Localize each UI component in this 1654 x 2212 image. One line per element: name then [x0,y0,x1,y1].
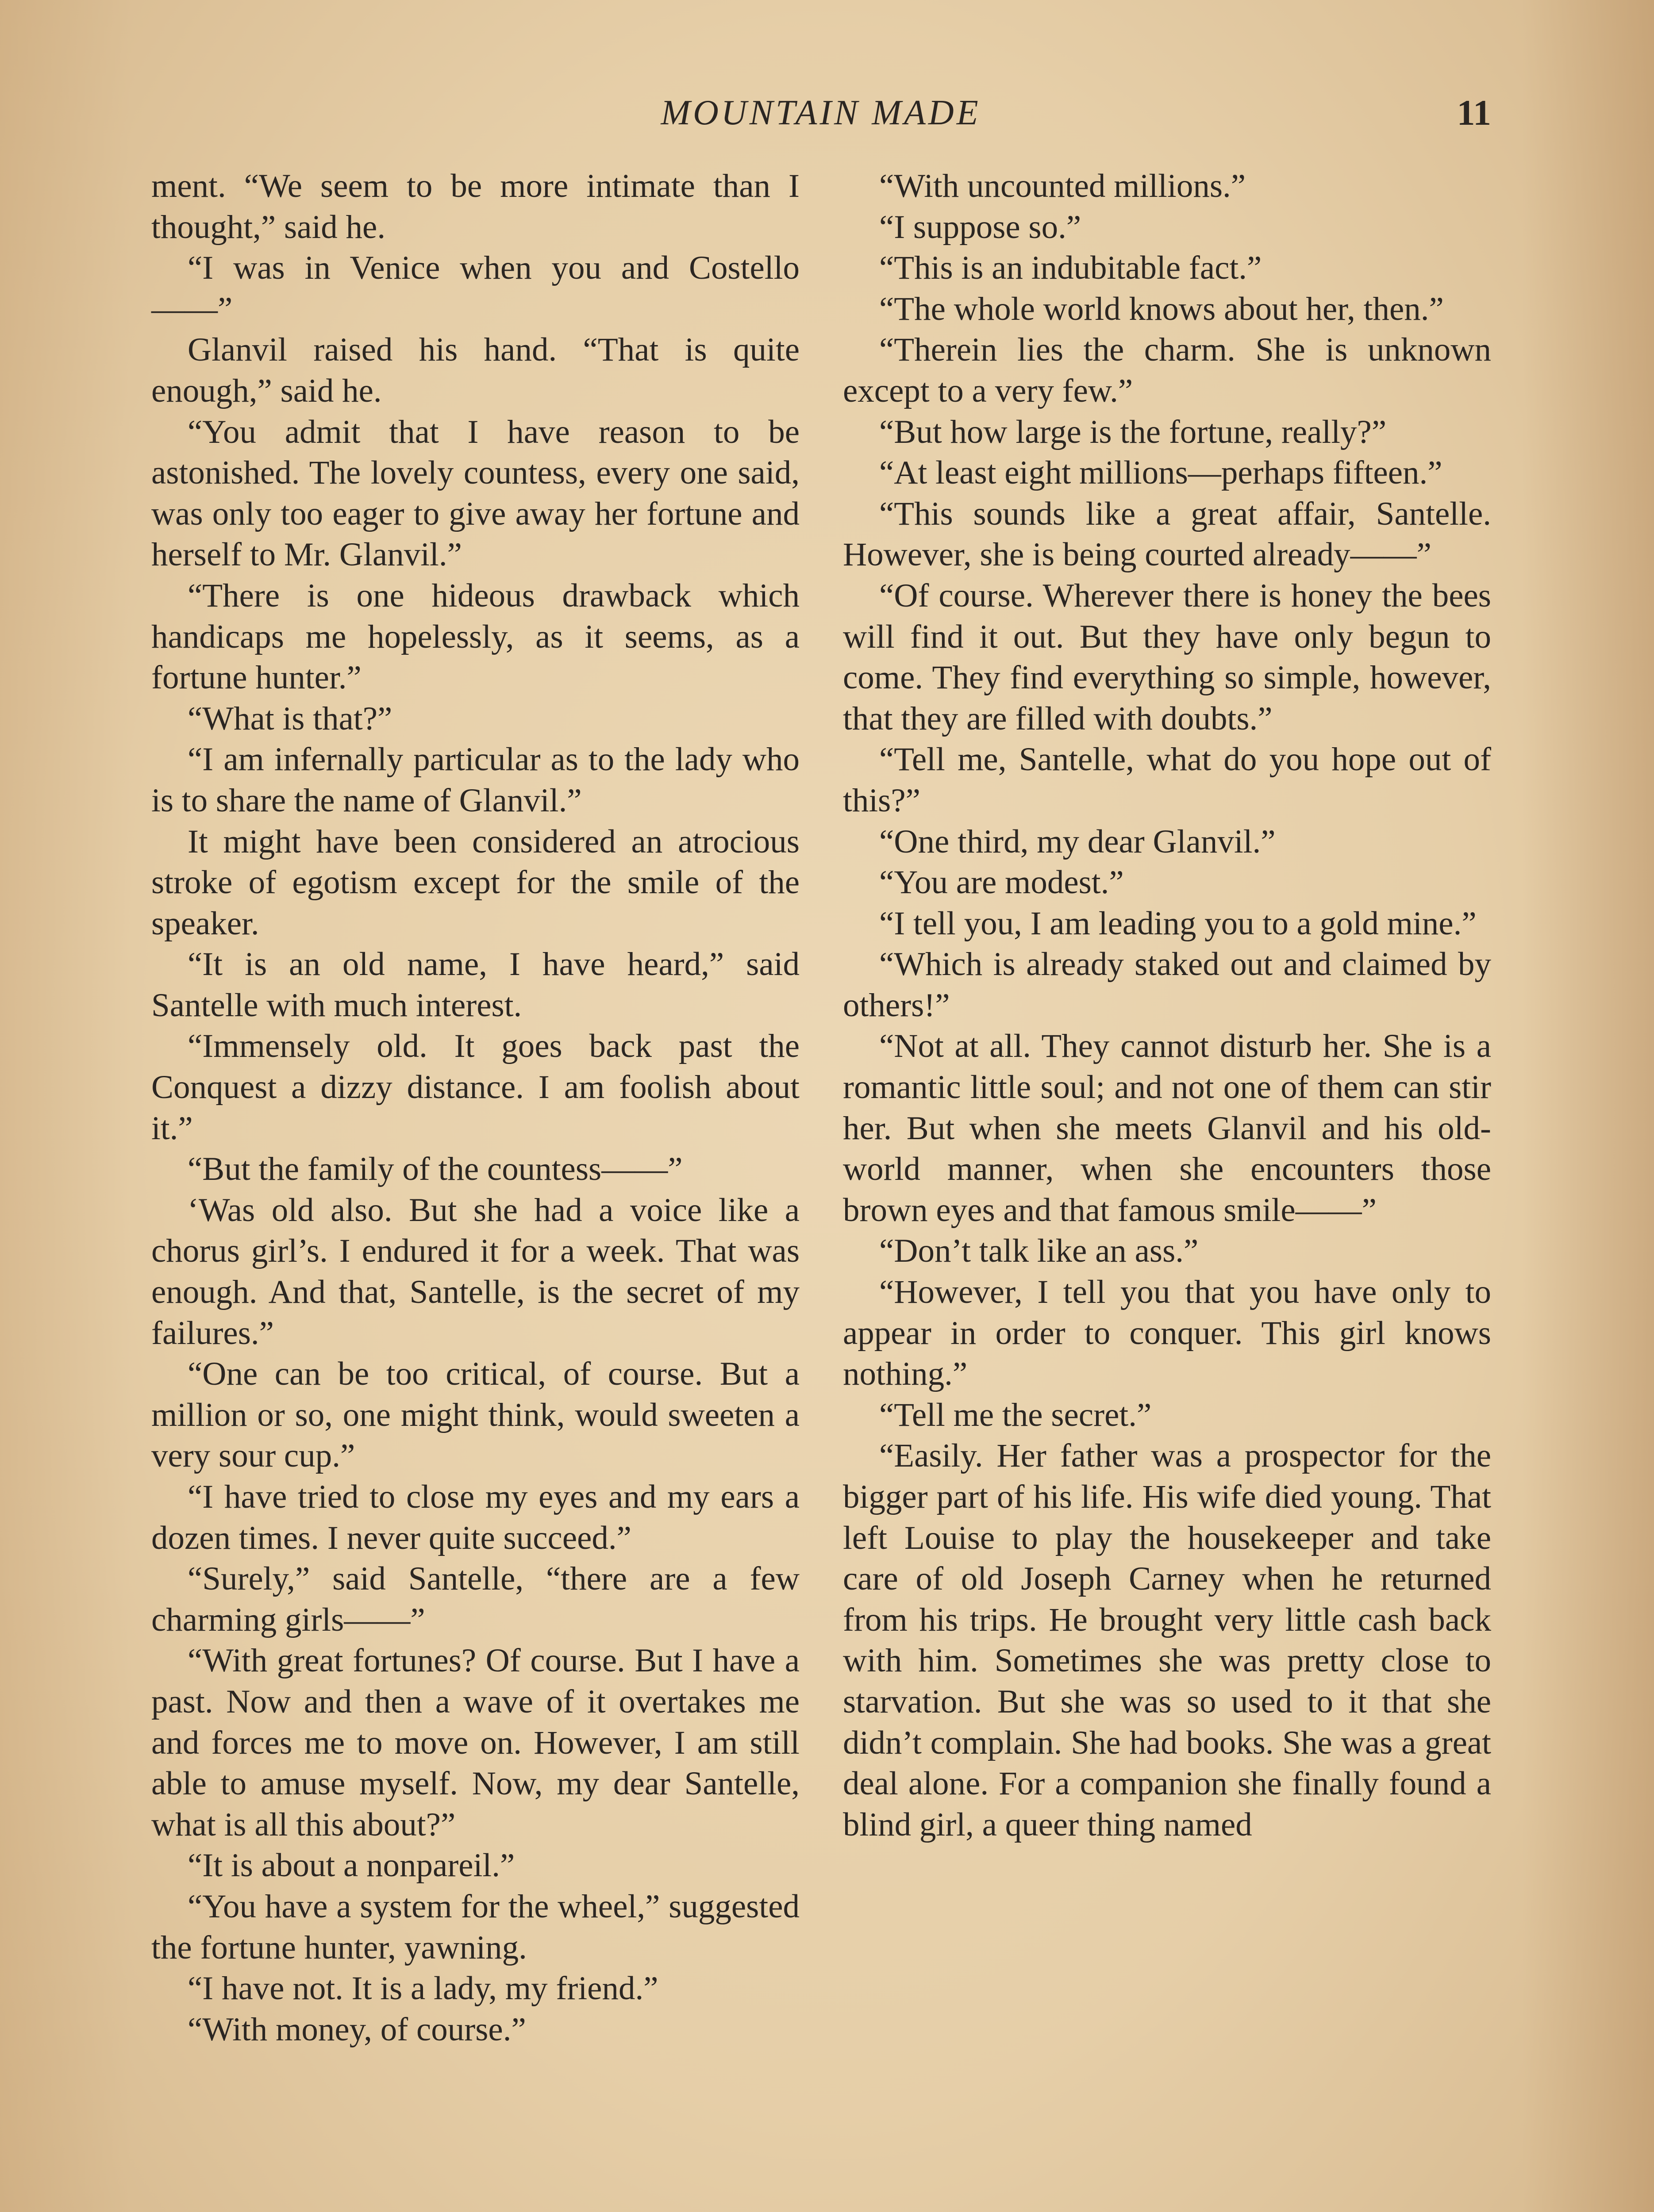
paragraph: ment. “We seem to be more intimate than I thought,” said he. [151,168,800,246]
paragraph: “Easily. Her father was a prospector for the bigger part of his life. His wife died young. That left Louise to play the housekeeper and take care of old Joseph Carney when he returned from his trips. He brought very little cash back with him. Sometimes she was pretty close to starvation. But she was so used to it that she didn’t complain. She had books. She was a great deal alone. For a companion she finally found a blind girl, a queer thing named [843,1437,1491,1843]
paragraph: “The whole world knows about her, then.” [879,290,1444,327]
paragraph: “One third, my dear Glanvil.” [879,823,1276,860]
paragraph: “Tell me the secret.” [879,1396,1152,1433]
paragraph: “You have a system for the wheel,” suggested the fortune hunter, yawning. [151,1888,800,1966]
paragraph: “With money, of course.” [188,2011,526,2048]
paragraph: “Immensely old. It goes back past the Conquest a dizzy distance. I am foolish about it.” [151,1028,800,1147]
running-title: MOUNTAIN MADE [661,93,981,132]
paragraph: “But the family of the countess——” [188,1151,683,1188]
page-number: 11 [1457,92,1491,133]
paragraph: “I was in Venice when you and Costello——” [151,250,800,327]
paragraph: ‘Was old also. But she had a voice like a chorus girl’s. I endured it for a week. That was enough. And that, Santelle, is the secret of my failures.” [151,1191,800,1352]
paragraph: Glanvil raised his hand. “That is quite enough,” said he. [151,331,800,409]
paragraph: “I have tried to close my eyes and my ears a dozen times. I never quite succeed.” [151,1479,800,1556]
paragraph: “It is about a nonpareil.” [188,1847,515,1884]
paragraph: “However, I tell you that you have only to appear in order to conquer. This girl knows nothing.” [843,1274,1491,1393]
paragraph: “Of course. Wherever there is honey the bees will find it out. But they have only begun to come. They find everything so simple, however, that they are filled with doubts.” [843,577,1491,737]
paragraph: “Don’t talk like an ass.” [879,1233,1199,1270]
paragraph: “I tell you, I am leading you to a gold mine.” [879,905,1477,942]
paragraph: “Therein lies the charm. She is unknown except to a very few.” [843,331,1491,409]
paragraph: “I suppose so.” [879,208,1081,246]
paragraph: “There is one hideous drawback which handicaps me hopelessly, as it seems, as a fortune hunter.” [151,577,800,696]
left-column [151,166,800,2050]
paragraph: “With great fortunes? Of course. But I have a past. Now and then a wave of it overtakes me and forces me to move on. However, I am still able to amuse myself. Now, my dear Santelle, what is all this about?” [151,1642,800,1843]
paragraph: “I am infernally particular as to the lady who is to share the name of Glanvil.” [151,741,800,819]
paragraph: “What is that?” [188,700,392,737]
paragraph: “This sounds like a great affair, Santelle. However, she is being courted already——” [843,495,1491,573]
paragraph: It might have been considered an atrocious stroke of egotism except for the smile of the speaker. [151,823,800,942]
paragraph: “But how large is the fortune, really?” [879,413,1387,450]
paragraph: “Tell me, Santelle, what do you hope out of this?” [843,741,1491,819]
paragraph: “Not at all. They cannot disturb her. She is a romantic little soul; and not one of them can stir her. But when she meets Glanvil and his old-world manner, when she encounters those brown eyes and that famous smile——” [843,1028,1491,1229]
paragraph: “At least eight millions—perhaps fifteen.” [879,454,1442,492]
paragraph: “With uncounted millions.” [879,168,1246,204]
page-header [150,88,1491,137]
paragraph: “It is an old name, I have heard,” said Santelle with much interest. [151,946,800,1024]
paragraph: “Surely,” said Santelle, “there are a few charming girls——” [151,1560,800,1638]
right-column [843,166,1491,1845]
paragraph: “You admit that I have reason to be astonished. The lovely countess, every one said, was only too eager to give away her fortune and herself to Mr. Glanvil.” [151,413,800,573]
paragraph: “This is an indubitable fact.” [879,250,1262,287]
paragraph: “You are modest.” [879,864,1124,901]
paragraph: “One can be too critical, of course. But a million or so, one might think, would sweeten a very sour cup.” [151,1356,800,1475]
paragraph: “I have not. It is a lady, my friend.” [188,1970,658,2007]
paragraph: “Which is already staked out and claimed by others!” [843,946,1491,1024]
